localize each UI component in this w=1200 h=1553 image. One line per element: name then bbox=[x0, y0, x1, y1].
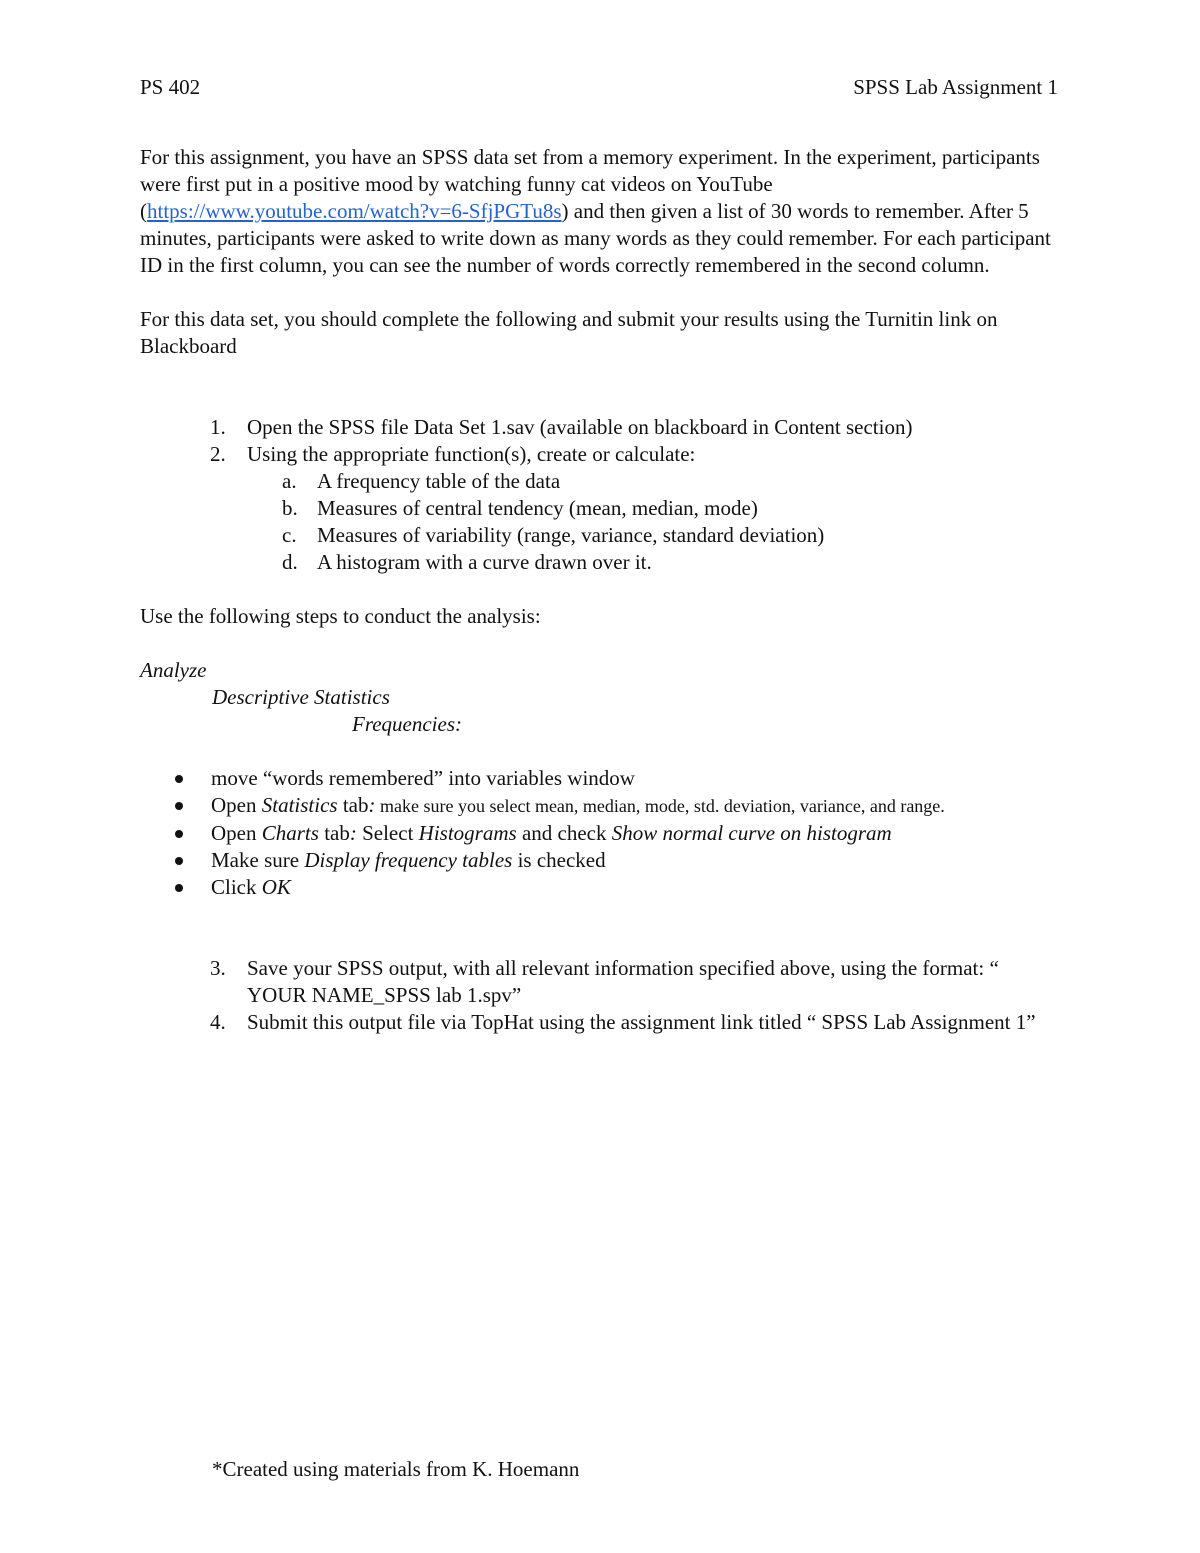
list-item bbox=[140, 414, 1060, 441]
substep-text: A frequency table of the data bbox=[317, 469, 561, 493]
spacer bbox=[140, 738, 1060, 765]
list-item bbox=[140, 847, 1060, 874]
menu-path-frequencies: Frequencies: bbox=[352, 712, 463, 736]
list-marker: c. bbox=[282, 523, 297, 547]
spacer bbox=[140, 279, 1060, 306]
bullet-text: Click bbox=[211, 875, 262, 899]
bullet-icon bbox=[175, 802, 183, 810]
bullet-text: and check bbox=[516, 821, 612, 845]
bullet-text: Make sure bbox=[211, 848, 305, 872]
bullet-emphasis: : bbox=[368, 793, 376, 817]
substep-text: A histogram with a curve drawn over it. bbox=[317, 550, 652, 574]
final-steps-list bbox=[140, 955, 1060, 1036]
bullet-emphasis: Show normal curve on histogram bbox=[611, 821, 892, 845]
intro-text-before-link: For this assignment, you have an SPSS data set from a memory experiment. In the experiment, participants were first put in a positive mood by watching funny cat videos on YouTube ( bbox=[140, 145, 1040, 223]
bullet-text-small: make sure you select mean, median, mode, std. deviation, variance, and range. bbox=[375, 796, 945, 816]
list-item bbox=[140, 874, 1060, 901]
footer-credit: *Created using materials from K. Hoemann bbox=[212, 1457, 580, 1481]
list-marker: b. bbox=[282, 496, 298, 520]
list-item bbox=[140, 549, 1060, 576]
steps-list bbox=[140, 414, 1060, 468]
list-item bbox=[140, 522, 1060, 549]
bullet-emphasis: Histograms bbox=[418, 821, 517, 845]
intro-paragraph bbox=[140, 144, 1060, 279]
list-item bbox=[140, 820, 1060, 847]
bullet-emphasis: : bbox=[349, 821, 357, 845]
list-item bbox=[140, 495, 1060, 522]
list-marker: 2. bbox=[210, 442, 226, 466]
list-item bbox=[140, 468, 1060, 495]
substep-text: Measures of variability (range, variance, standard deviation) bbox=[317, 523, 825, 547]
bullet-text: Open bbox=[211, 821, 262, 845]
spacer bbox=[140, 576, 1060, 603]
bullet-icon bbox=[175, 830, 183, 838]
bullet-emphasis: OK bbox=[261, 875, 291, 899]
bullet-emphasis: Charts bbox=[261, 821, 319, 845]
menu-path-analyze: Analyze bbox=[140, 658, 207, 682]
step-text: Using the appropriate function(s), create or calculate: bbox=[247, 442, 696, 466]
bullet-emphasis: Statistics bbox=[261, 793, 338, 817]
menu-path-descriptive: Descriptive Statistics bbox=[212, 685, 390, 709]
analysis-intro: Use the following steps to conduct the analysis: bbox=[140, 604, 541, 628]
bullet-icon bbox=[175, 857, 183, 865]
spacer bbox=[140, 630, 1060, 657]
bullet-emphasis: Display frequency tables bbox=[304, 848, 513, 872]
list-marker: a. bbox=[282, 469, 297, 493]
bullet-text: move “words remembered” into variables window bbox=[211, 766, 635, 790]
bullet-icon bbox=[175, 775, 183, 783]
step-text: Open the SPSS file Data Set 1.sav (available on blackboard in Content section) bbox=[247, 415, 913, 439]
list-item bbox=[140, 765, 1060, 792]
intro-text-after-link: ) and then given a list of 30 words to remember. After 5 minutes, participants were asked to write down as many words as they could remember. For each participant ID in the first column, you can see the number of words correctly remembered in the second column. bbox=[140, 199, 1051, 277]
bullet-text: Select bbox=[356, 821, 419, 845]
instructions-paragraph: For this data set, you should complete the following and submit your results using the Turnitin link on Blackboard bbox=[140, 307, 998, 358]
list-marker: 3. bbox=[210, 956, 226, 980]
list-marker: 1. bbox=[210, 415, 226, 439]
spacer bbox=[140, 901, 1060, 955]
list-item bbox=[140, 1009, 1060, 1036]
substeps-list bbox=[140, 468, 1060, 576]
bullet-text: tab bbox=[318, 821, 350, 845]
bullet-text: tab bbox=[337, 793, 369, 817]
list-marker: 4. bbox=[210, 1010, 226, 1034]
bullet-text: Open bbox=[211, 793, 262, 817]
bullet-icon bbox=[175, 884, 183, 892]
header-course: PS 402 bbox=[140, 75, 201, 99]
youtube-link[interactable]: https://www.youtube.com/watch?v=6-SfjPGTu8s bbox=[147, 199, 562, 223]
list-marker: d. bbox=[282, 550, 298, 574]
substep-text: Measures of central tendency (mean, median, mode) bbox=[317, 496, 758, 520]
list-item bbox=[140, 792, 1060, 820]
step-text: Submit this output file via TopHat using the assignment link titled “ SPSS Lab Assignment 1” bbox=[247, 1010, 1036, 1034]
document-body bbox=[140, 144, 1060, 1036]
bullet-text: is checked bbox=[512, 848, 606, 872]
step-text: Save your SPSS output, with all relevant information specified above, using the format: “ YOUR NAME_SPSS lab 1.spv” bbox=[247, 956, 999, 1007]
list-item bbox=[140, 955, 1060, 1009]
analysis-bullets bbox=[140, 765, 1060, 901]
list-item bbox=[140, 441, 1060, 468]
header-title: SPSS Lab Assignment 1 bbox=[853, 75, 1058, 99]
spacer bbox=[140, 360, 1060, 414]
